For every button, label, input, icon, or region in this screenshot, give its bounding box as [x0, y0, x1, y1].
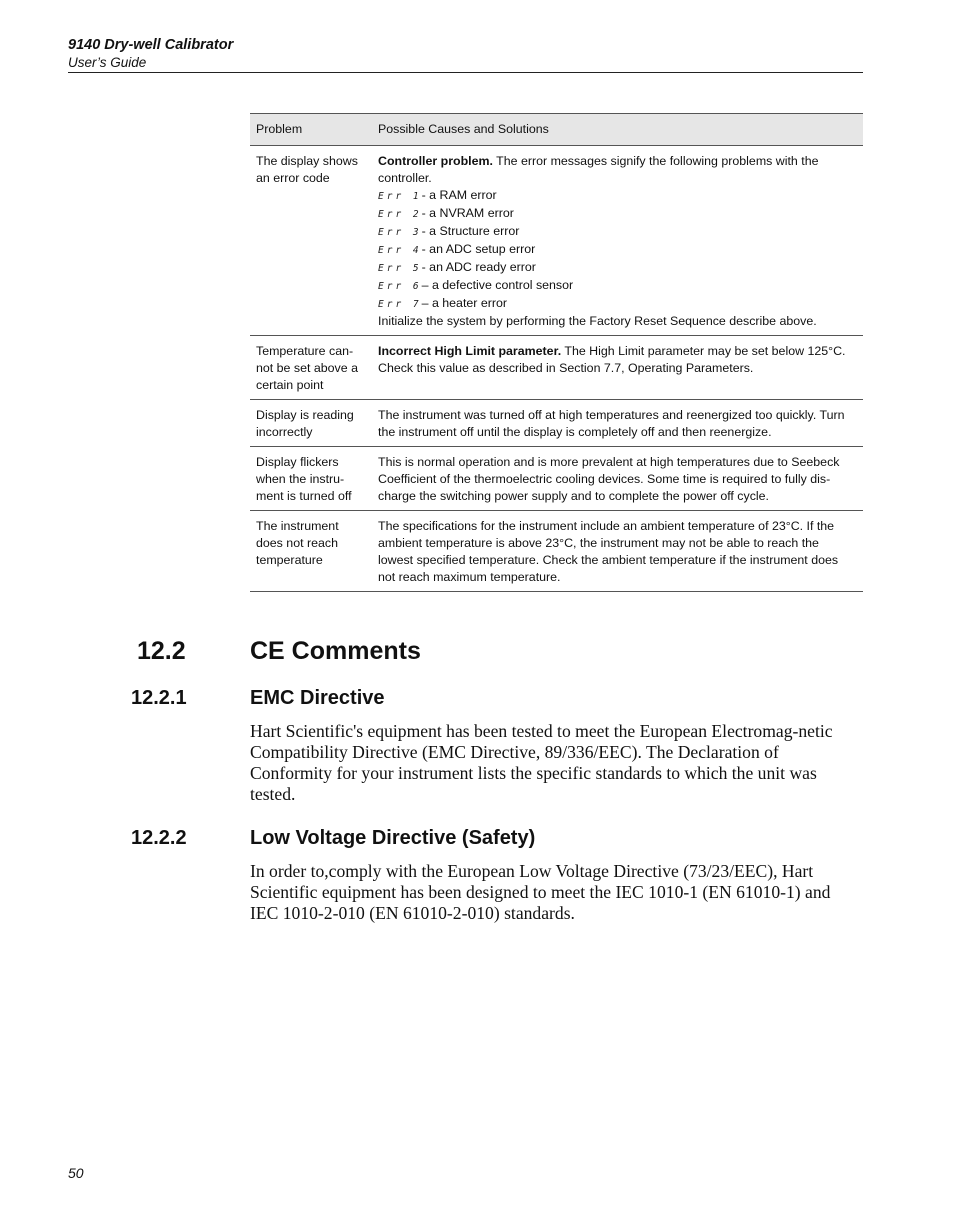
solution-cell: The specifications for the instrument include an ambient temperature of 23°C. If the ambient temperature is above 23°C, the instrument may not be able to reach the lowest specified temperature. Check the ambient temperature if the instrument does not reach maximum temperature. [372, 511, 863, 592]
subsection-number: 12.2.2 [131, 827, 187, 849]
solution-text: The High Limit parameter may be set below 125°C. Check this value as described in Section 7.7, Operating Parameters. [378, 344, 846, 375]
error-code: Err 5 [378, 263, 422, 274]
error-desc: - a NVRAM error [421, 206, 514, 220]
table-row [250, 511, 863, 592]
error-code-line [378, 277, 857, 295]
solution-lead: Incorrect High Limit parameter. [378, 344, 562, 358]
running-header [68, 36, 863, 73]
subsection-title: Low Voltage Directive (Safety) [250, 827, 536, 849]
table-row [250, 447, 863, 511]
column-header-problem: Problem [250, 114, 372, 146]
error-code-line [378, 295, 857, 313]
error-code-line [378, 205, 857, 223]
error-code: Err 1 [378, 191, 422, 202]
error-code-line [378, 187, 857, 205]
error-code-line [378, 241, 857, 259]
problem-cell: The instrument does not reach temperature [250, 511, 372, 592]
column-header-causes: Possible Causes and Solutions [372, 114, 863, 146]
error-desc: - an ADC ready error [421, 260, 536, 274]
error-code: Err 3 [378, 227, 422, 238]
error-code: Err 7 [378, 299, 422, 310]
solution-cell: The instrument was turned off at high temperatures and reenergized too quickly. Turn the instrument off until the display is completely off and then reenergize. [372, 400, 863, 447]
problem-cell: Display flickers when the instru-ment is turned off [250, 447, 372, 511]
page-number: 50 [68, 1165, 84, 1181]
table-row [250, 400, 863, 447]
subsection-title: EMC Directive [250, 687, 385, 709]
problem-cell: Display is reading incorrectly [250, 400, 372, 447]
error-code: Err 4 [378, 245, 422, 256]
solution-text: The error messages signify the following problems with the controller. [378, 154, 819, 185]
solution-tail: Initialize the system by performing the Factory Reset Sequence describe above. [378, 314, 817, 328]
section-title: CE Comments [250, 637, 421, 665]
manual-title: 9140 Dry-well Calibrator [68, 37, 234, 53]
error-desc: - a RAM error [421, 188, 497, 202]
error-code: Err 2 [378, 209, 422, 220]
table-header-row [250, 114, 863, 146]
solution-cell: This is normal operation and is more prevalent at high temperatures due to Seebeck Coefficient of the thermoelectric cooling devices. Some time is required to fully dis-charge the switching power supply and to complete the power off cycle. [372, 447, 863, 511]
solution-lead: Controller problem. [378, 154, 493, 168]
subsection-number: 12.2.1 [131, 687, 187, 709]
problem-cell: The display shows an error code [250, 146, 372, 336]
error-code: Err 6 [378, 281, 422, 292]
solution-cell [372, 336, 863, 400]
error-desc: – a heater error [421, 296, 508, 310]
section-number: 12.2 [137, 637, 186, 665]
error-desc: - an ADC setup error [421, 242, 536, 256]
emc-paragraph: Hart Scientific's equipment has been tested to meet the European Electromag-netic Compatibility Directive (EMC Directive, 89/336/EEC). The Declaration of Conformity for your instrument lists the specific standards to which the unit was tested. [250, 721, 833, 804]
solution-cell [372, 146, 863, 336]
safety-paragraph: In order to,comply with the European Low Voltage Directive (73/23/EEC), Hart Scientific equipment has been designed to meet the IEC 1010-1 (EN 61010-1) and IEC 1010-2-010 (EN 61010-2-010) standards. [250, 861, 831, 923]
error-code-line [378, 223, 857, 241]
error-desc: - a Structure error [421, 224, 520, 238]
error-code-line [378, 259, 857, 277]
table-row [250, 336, 863, 400]
table-row [250, 146, 863, 336]
manual-subtitle: User’s Guide [68, 55, 147, 70]
error-desc: – a defective control sensor [421, 278, 574, 292]
problem-cell: Temperature can-not be set above a certain point [250, 336, 372, 400]
troubleshooting-table [250, 113, 863, 592]
